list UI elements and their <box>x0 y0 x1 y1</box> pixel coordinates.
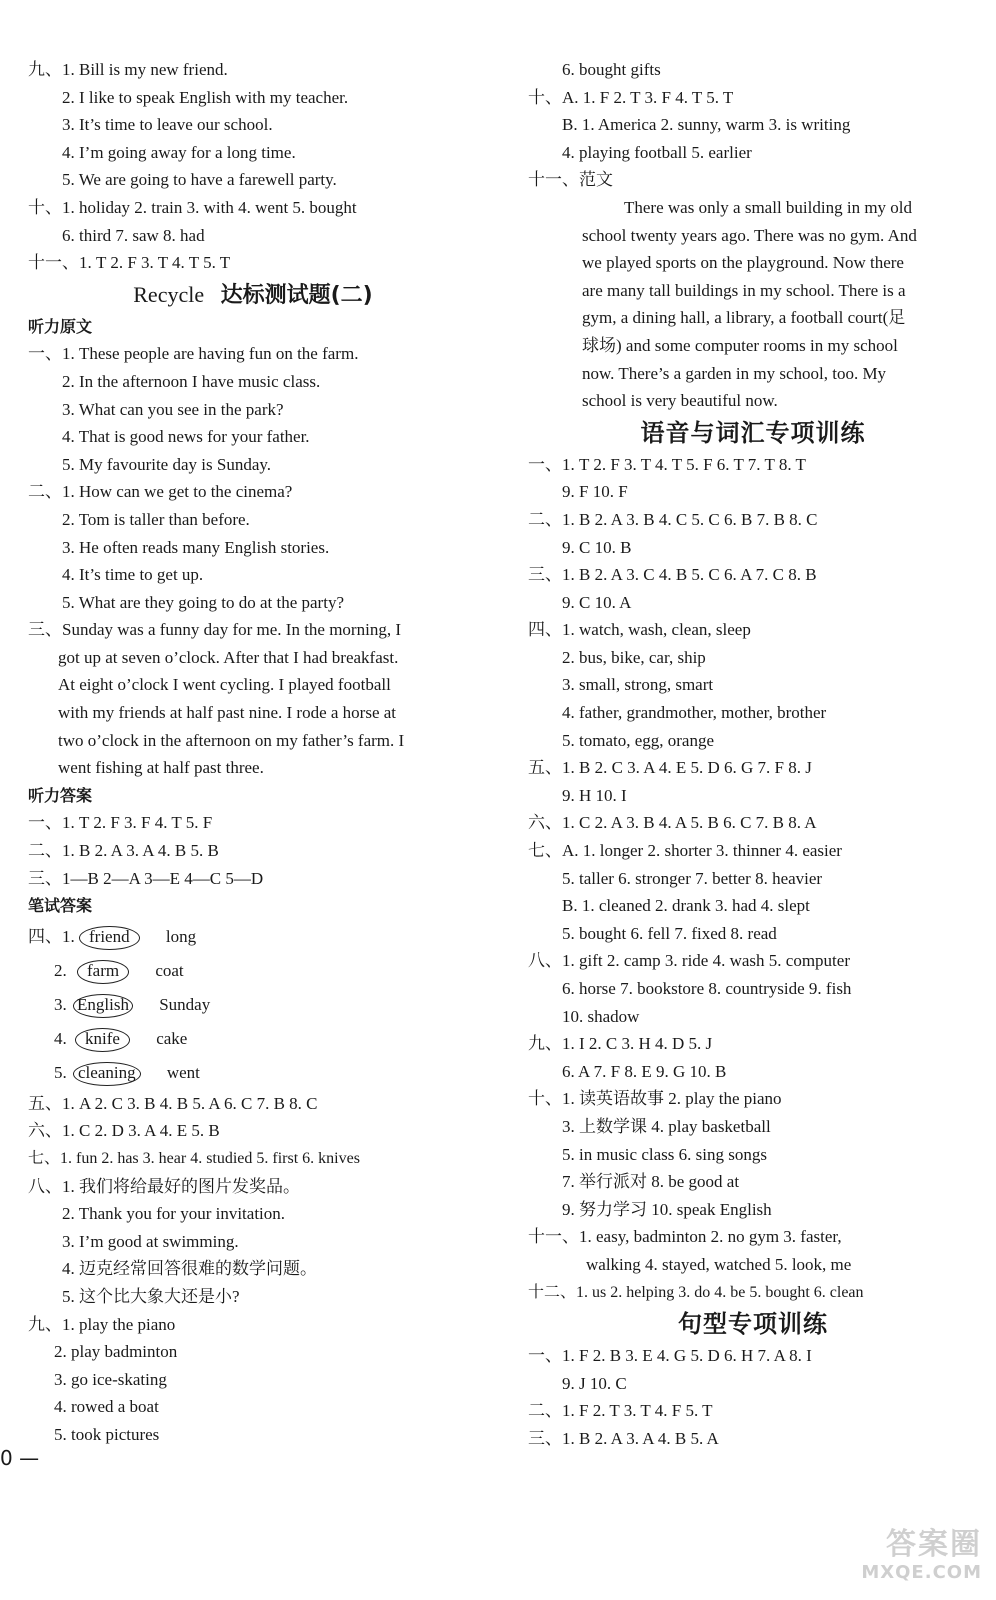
q9-line-5: 5. We are going to have a farewell party. <box>62 170 337 190</box>
r10-b1: B. 1. America 2. sunny, warm 3. is writing <box>562 115 851 135</box>
left-column <box>28 56 478 1449</box>
w9-line-4: 4. rowed a boat <box>54 1397 159 1417</box>
circled-word-knife: knife <box>75 1028 130 1052</box>
essay-line-7: now. There’s a garden in my school, too. My <box>582 363 887 383</box>
w9-line-5: 5. took pictures <box>54 1424 160 1444</box>
q11-line: 十一、1. T 2. F 3. T 4. T 5. T <box>28 253 231 273</box>
w8-line-5: 5. 这个比大象大还是小? <box>62 1286 240 1306</box>
word-went: went <box>166 1062 200 1082</box>
p10-line-a: 十、1. 读英语故事 2. play the piano <box>528 1089 782 1109</box>
q9-line-2: 2. I like to speak English with my teacher. <box>62 87 349 107</box>
w8-line-4: 4. 迈克经常回答很难的数学问题。 <box>62 1259 317 1279</box>
phonics-vocab-heading: 语音与词汇专项训练 <box>640 418 866 447</box>
circle-row-2 <box>28 954 478 988</box>
la-line-1: 一、1. T 2. F 3. F 4. T 5. F <box>28 813 213 833</box>
p7-line-a2: 5. taller 6. stronger 7. better 8. heavier <box>562 868 823 888</box>
p4-line-2: 2. bus, bike, car, ship <box>562 647 706 667</box>
q10-line-2: 6. third 7. saw 8. had <box>62 225 205 245</box>
q9-line-3: 3. It’s time to leave our school. <box>62 115 273 135</box>
p2-line-b: 9. C 10. B <box>562 537 632 557</box>
circle-row-4 <box>28 1022 478 1056</box>
w8-line-3: 3. I’m good at swimming. <box>62 1231 239 1251</box>
w8-line-2: 2. Thank you for your invitation. <box>62 1204 286 1224</box>
la-line-3: 三、1—B 2—A 3—E 4—C 5—D <box>28 868 264 888</box>
listen1-line-2: 2. In the afternoon I have music class. <box>62 371 321 391</box>
word-sunday: Sunday <box>159 994 211 1014</box>
recycle-heading-en: Recycle <box>133 281 205 307</box>
word-coat: coat <box>155 960 184 980</box>
listen3-para-5: two o’clock in the afternoon on my father’s farm. I <box>58 730 405 750</box>
p7-line-a1: 七、A. 1. longer 2. shorter 3. thinner 4. easier <box>528 841 842 861</box>
p11-line-a: 十一、1. easy, badminton 2. no gym 3. faster, <box>528 1227 842 1247</box>
site-watermark <box>792 1528 982 1588</box>
word-long: long <box>165 926 197 946</box>
listen3-para-6: went fishing at half past three. <box>58 758 264 778</box>
p5-line-a: 五、1. B 2. C 3. A 4. E 5. D 6. G 7. F 8. J <box>528 758 812 778</box>
q9-line-4: 4. I’m going away for a long time. <box>62 142 296 162</box>
p9-line-a: 九、1. I 2. C 3. H 4. D 5. J <box>528 1034 713 1054</box>
essay-line-3: we played sports on the playground. Now there <box>582 253 904 273</box>
circle-row-1 <box>28 920 478 954</box>
w5-line: 五、1. A 2. C 3. B 4. B 5. A 6. C 7. B 8. C <box>28 1093 318 1113</box>
listening-script-title: 听力原文 <box>28 316 93 336</box>
essay-line-6: 球场) and some computer rooms in my school <box>582 335 898 355</box>
w9-line-1: 九、1. play the piano <box>28 1314 176 1334</box>
p11-line-b: walking 4. stayed, watched 5. look, me <box>586 1254 852 1274</box>
listen2-line-4: 4. It’s time to get up. <box>62 565 204 585</box>
sentence-pattern-heading: 句型专项训练 <box>678 1310 828 1339</box>
p8-line-b: 6. horse 7. bookstore 8. countryside 9. fish <box>562 979 852 998</box>
circled-word-farm: farm <box>77 960 129 984</box>
p3-line-b: 9. C 10. A <box>562 592 632 612</box>
p10-line-c: 5. in music class 6. sing songs <box>562 1144 767 1164</box>
q10-line-1: 十、1. holiday 2. train 3. with 4. went 5. bought <box>28 197 357 217</box>
p3-line-a: 三、1. B 2. A 3. C 4. B 5. C 6. A 7. C 8. B <box>528 565 817 585</box>
circled-word-friend: friend <box>79 926 140 950</box>
essay-line-8: school is very beautiful now. <box>582 391 778 411</box>
p1-line-b: 9. F 10. F <box>562 482 628 502</box>
r11-title: 十一、范文 <box>528 170 613 190</box>
p4-line-3: 3. small, strong, smart <box>562 675 714 695</box>
s2-line: 二、1. F 2. T 3. T 4. F 5. T <box>528 1401 713 1421</box>
p7-line-b2: 5. bought 6. fell 7. fixed 8. read <box>562 923 777 943</box>
listen2-line-2: 2. Tom is taller than before. <box>62 509 250 529</box>
circled-word-cleaning: cleaning <box>73 1062 141 1086</box>
recycle-heading-cn: 达标测试题(二) <box>220 282 373 308</box>
p10-line-e: 9. 努力学习 10. speak English <box>562 1199 772 1219</box>
w7-line: 七、1. fun 2. has 3. hear 4. studied 5. first 6. knives <box>28 1150 360 1167</box>
circle-row-5 <box>28 1056 478 1090</box>
listen3-para-2: got up at seven o’clock. After that I had breakfast. <box>58 647 399 667</box>
p2-line-a: 二、1. B 2. A 3. B 4. C 5. C 6. B 7. B 8. C <box>528 509 818 529</box>
p10-line-d: 7. 举行派对 8. be good at <box>562 1172 740 1192</box>
p9-line-b: 6. A 7. F 8. E 9. G 10. B <box>562 1061 727 1081</box>
essay-line-5: gym, a dining hall, a library, a football court(足 <box>582 308 906 328</box>
listen1-line-4: 4. That is good news for your father. <box>62 427 310 447</box>
essay-line-4: are many tall buildings in my school. There is a <box>582 280 906 300</box>
p4-line-5: 5. tomato, egg, orange <box>562 730 715 750</box>
listen2-line-1: 二、1. How can we get to the cinema? <box>28 482 293 502</box>
listen3-para-1: 三、Sunday was a funny day for me. In the morning, I <box>28 620 401 640</box>
p4-line-1: 四、1. watch, wash, clean, sleep <box>528 620 751 640</box>
la-line-2: 二、1. B 2. A 3. A 4. B 5. B <box>28 841 219 861</box>
listen3-para-4: with my friends at half past nine. I rode a horse at <box>58 703 397 723</box>
word-cake: cake <box>156 1028 188 1048</box>
w9-line-2: 2. play badminton <box>54 1342 178 1362</box>
watermark-line-2: MXQE.COM <box>861 1562 982 1583</box>
s1-line-a: 一、1. F 2. B 3. E 4. G 5. D 6. H 7. A 8. I <box>528 1346 812 1366</box>
essay-line-2: school twenty years ago. There was no gym. And <box>582 225 917 245</box>
written-answers-title: 笔试答案 <box>28 896 93 916</box>
p5-line-b: 9. H 10. I <box>562 785 627 805</box>
w8-line-1: 八、1. 我们将给最好的图片发奖品。 <box>28 1176 300 1196</box>
w9-line-3: 3. go ice-skating <box>54 1369 167 1389</box>
circle-row-5-num: 5. <box>54 1062 67 1082</box>
r10-a: 十、A. 1. F 2. T 3. F 4. T 5. T <box>528 87 734 107</box>
w6-line: 六、1. C 2. D 3. A 4. E 5. B <box>28 1121 220 1141</box>
p7-line-b1: B. 1. cleaned 2. drank 3. had 4. slept <box>562 896 810 916</box>
listen1-line-5: 5. My favourite day is Sunday. <box>62 454 272 474</box>
r10-b2: 4. playing football 5. earlier <box>562 142 752 162</box>
p8-line-a: 八、1. gift 2. camp 3. ride 4. wash 5. computer <box>528 951 850 971</box>
essay-line-1: There was only a small building in my old <box>624 197 913 217</box>
listen2-line-3: 3. He often reads many English stories. <box>62 537 330 557</box>
listen3-para-3: At eight o’clock I went cycling. I played football <box>58 675 391 695</box>
circle-row-1-num: 四、1. <box>28 926 75 946</box>
right-column <box>528 56 978 1453</box>
r-line-bought-gifts: 6. bought gifts <box>562 60 661 79</box>
q9-line-1: 九、1. Bill is my new friend. <box>28 60 228 79</box>
p4-line-4: 4. father, grandmother, mother, brother <box>562 703 827 723</box>
p12-line: 十二、1. us 2. helping 3. do 4. be 5. bought 6. clean <box>528 1283 864 1301</box>
circle-row-2-num: 2. <box>54 960 67 980</box>
p10-line-b: 3. 上数学课 4. play basketball <box>562 1116 771 1136</box>
listen2-line-5: 5. What are they going to do at the party? <box>62 592 344 612</box>
watermark-line-1: 答案圈 <box>886 1527 982 1562</box>
s3-line: 三、1. B 2. A 3. A 4. B 5. A <box>528 1428 719 1448</box>
listen1-line-1: 一、1. These people are having fun on the farm. <box>28 344 359 364</box>
p8-line-c: 10. shadow <box>562 1006 640 1026</box>
circle-row-3 <box>28 988 478 1022</box>
page-number-mark: 0 — <box>0 1446 40 1470</box>
s1-line-b: 9. J 10. C <box>562 1373 627 1393</box>
circled-word-english: English <box>73 994 133 1018</box>
listening-answers-title: 听力答案 <box>28 785 93 805</box>
circle-row-4-num: 4. <box>54 1028 67 1048</box>
listen1-line-3: 3. What can you see in the park? <box>62 399 284 419</box>
p1-line-a: 一、1. T 2. F 3. T 4. T 5. F 6. T 7. T 8. T <box>528 454 806 474</box>
recycle-heading <box>28 277 478 313</box>
p6-line: 六、1. C 2. A 3. B 4. A 5. B 6. C 7. B 8. A <box>528 813 817 833</box>
circle-row-3-num: 3. <box>54 994 67 1014</box>
